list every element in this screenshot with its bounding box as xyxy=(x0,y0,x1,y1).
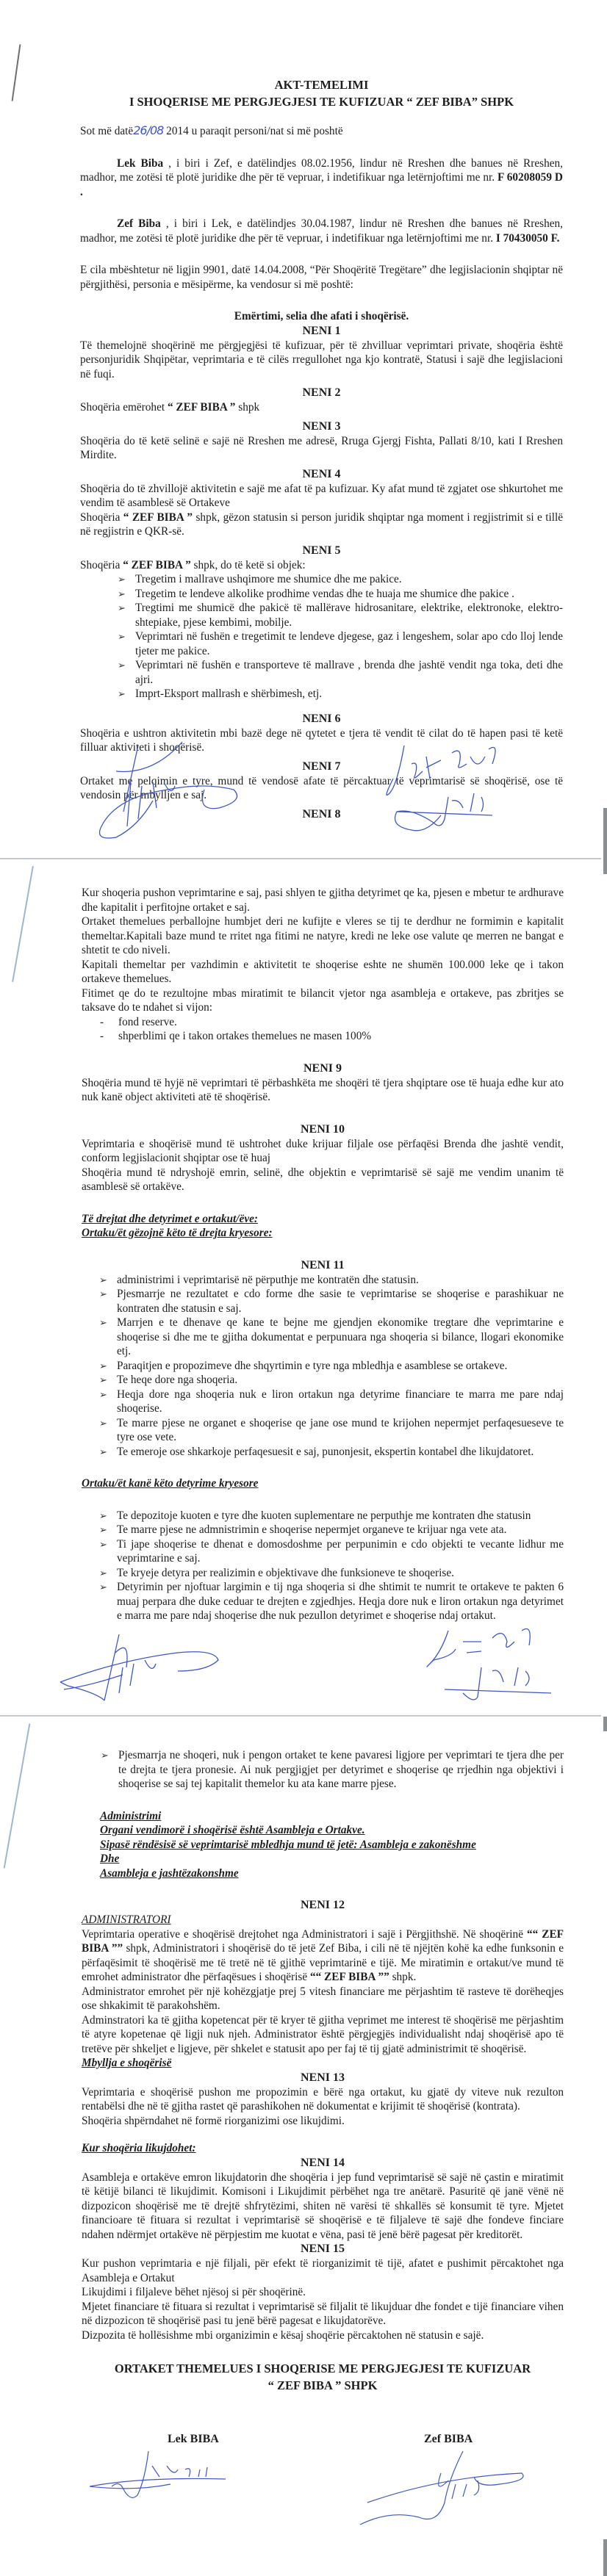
list-item: - fond reserve. xyxy=(118,1015,564,1030)
page-2 xyxy=(0,859,607,1717)
neni-4-title: NENI 4 xyxy=(302,467,341,480)
continued-obligations-list xyxy=(82,1748,564,1792)
neni-2-text: Shoqëria emërohet “ ZEF BIBA ” shpk xyxy=(80,401,260,414)
list-item: ➢ Detyrimin per njoftuar largimin e tij nga shoqeria si dhe shtimit te numrit te ortakeve te pakten 6 muaj perpara dhe duke ceduar te drejten e zgjedhjes. Heqja dore nuk e liron ortakun nga detyrimet e marra me pare ndaj shoqerise dhe nuk pezullon detyrimet e shoqerise ndaj ortakut. xyxy=(117,1580,564,1623)
obligations-heading: Ortaku/ët kanë këto detyrime kryesore xyxy=(82,1477,259,1490)
neni-12-title: NENI 12 xyxy=(300,1899,345,1911)
neni-3-text: Shoqëria do të ketë selinë e sajë në Rreshen me adresë, Rruga Gjergj Fishta, Pallati 8/10, kati I Rreshen Mirdite. xyxy=(80,434,563,461)
margin-mark xyxy=(12,866,34,982)
list-item: ➢ Te depozitoje kuoten e tyre dhe kuoten suplementare ne perputhje me kontraten dhe statusin xyxy=(117,1509,564,1523)
signatory-right-name: Zef BIBA xyxy=(424,2433,473,2445)
signature-scribble xyxy=(423,1623,570,1708)
neni-1-title: NENI 1 xyxy=(302,324,341,337)
page-1 xyxy=(0,0,607,859)
admin-heading: Dhe xyxy=(100,1852,120,1865)
list-item: ➢ Veprimtari në fushën e transporteve të mallrave , brenda dhe jashtë vendit nga toka, deti dhe ajri. xyxy=(135,658,563,687)
list-item: - shperblimi qe i takon ortakes themelues ne masen 100% xyxy=(118,1029,564,1044)
date-line: Sot më datë26/08 2014 u paraqit personi/nat si më poshtë xyxy=(80,123,343,137)
neni-6-text: Shoqëria e ushtron aktivitetin mbi bazë dege në qytetet e tjera të vendit të cilat do të hapen pasi të ketë filluar aktiviteti i shoqërisë. xyxy=(80,726,563,754)
page-edge xyxy=(603,808,607,859)
signature-left xyxy=(60,1631,237,1715)
paragraph: Kapitali themeltar per vazhdimin e aktivitetit te shoqerise eshte ne shumën 100.000 leke qe i takon ortakeve themelues. xyxy=(82,958,564,985)
signature-scribble xyxy=(353,2451,529,2532)
liquidation-heading: Kur shoqëria likujdohet: xyxy=(82,2142,196,2154)
list-item: ➢ Tregetim i mallrave ushqimore me shumice dhe me pakice. xyxy=(135,572,563,587)
neni-12-text-1: Veprimtaria operative e shoqërisë drejtohet nga Administratori i sajë i Përgjithshë. Në shoqërinë ““ ZEF BIBA ”” shpk, Administratori i shoqërisë do të jetë Zef Biba, i cili në të njëjtën kohë ka edhe funksonin e përfaqësimit të shoqërisë me të tretë në të gjithë veprimtarinë e tijë. Me miratimin e ortakut/ve mund të emrohet administrator dhe përfaqësues i shoqërisë ““ ZEF BIBA ”” shpk. xyxy=(82,1927,564,1983)
neni-11-title: NENI 11 xyxy=(301,1258,345,1271)
rights-heading: Të drejtat dhe detyrimet e ortakut/ëve: xyxy=(82,1212,259,1225)
signature-right xyxy=(353,2451,529,2536)
person-2: Zef Biba , i biri i Lek, e datëlindjes 30.04.1987, lindur në Rreshen dhe banues në Rreshen, madhor, me zotësi të plotë juridike dhe për të vepruar, i indetifikuar nga letërnjoftimi me nr. I 70430050 F. xyxy=(80,217,563,245)
document-subtitle: I SHOQERISE ME PERGJEGJESI TE KUFIZUAR “ ZEF BIBA” SHPK xyxy=(129,95,514,109)
signature-left xyxy=(90,2451,237,2514)
neni-7-text: Ortaket me pelqimin e tyre, mund të vendosë afate të përcaktuar të veprimtarisë së shoqërisë, ose të vendosin për mbylljen e saj. xyxy=(80,774,563,801)
paragraph: Kur shoqeria pushon veprimtarine e saj, pasi shlyen te gjitha detyrimet qe ka, pjesen e mbetur te ardhurave dhe kapitalit i perfitojne ortaket e saj. xyxy=(82,887,564,914)
list-item: ➢ Heqja dore nga shoqeria nuk e liron ortakun nga detyrime financiare te marra me pare ndaj shoqerise. xyxy=(117,1388,564,1416)
founders-title: ORTAKET THEMELUES I SHOQERISE ME PERGJEGJESI TE KUFIZUAR xyxy=(114,2362,531,2375)
list-item: ➢ Imprt-Eksport mallrash e shërbimesh, etj. xyxy=(135,687,563,701)
handwritten-date: 26/08 xyxy=(133,123,164,137)
signature-left xyxy=(87,738,248,845)
neni-9-title: NENI 9 xyxy=(303,1061,342,1075)
neni-1-text: Të themelojnë shoqërinë me përgjegjësi të kufizuar, për të zhvilluar veprimtari private, shoqëria është personjuridik Shqipëtar, veprimtaria e të cilës rregullohet nga kjo kontratë, Statusi i sajë dhe legjislacioni në fuqi. xyxy=(80,339,563,380)
signature-scribble xyxy=(87,738,248,841)
section-heading: Emërtimi, selia dhe afati i shoqërisë. xyxy=(234,310,409,322)
neni-2-title: NENI 2 xyxy=(302,386,341,399)
page-edge xyxy=(603,2539,607,2576)
signature-right xyxy=(423,1623,570,1711)
neni-7-title: NENI 7 xyxy=(302,760,341,773)
neni-14-text: Asambleja e ortakëve emron likujdatorin dhe shoqëria i jep fund veprimtarisë së sajë në çastin e miratimit të këtijë bilanci të likujdimit. Komisoni i Likujdimit përbëhet nga tre anëtarë. Pasuritë që janë vënë në dizpozicon shoqërisë me të drejtë shfrytëzimi, shiten në varësi të shkallës së konsumit të tyre. Mjetet financioare të fituara si rezultat i veprimtarisë së shoqërisë e të filjaleve të sajë dhe fondeve finciare ndahen ndërmjet ortakëve në përpjestim me kuotat e vëna, pasi të jenë bërë pagesat për kreditorët. xyxy=(82,2171,564,2241)
admin-heading: Administrimi xyxy=(100,1809,162,1822)
neni-12-text-2: Administrator emrohet për një kohëzgjatje prej 5 vitesh financiare me përjashtim të rasteve të dorëheqjes ose shkakimit të parakohshëm. xyxy=(82,1985,564,2012)
list-item: ➢ Veprimtari në fushën e tregetimit te lendeve djegese, gaz i lengeshem, solar apo cdo lloj lende tjeter me pakice. xyxy=(135,629,563,658)
neni-15-title: NENI 15 xyxy=(300,2243,345,2255)
document-title: AKT-TEMELIMI xyxy=(274,78,369,92)
list-item: ➢ Tregetim te lendeve alkolike prodhime vendas dhe te huaja me shumice dhe pakice . xyxy=(135,587,563,602)
neni-11-rights-list xyxy=(82,1273,564,1460)
profit-distribution-list xyxy=(82,1015,564,1044)
neni-13-title: NENI 13 xyxy=(300,2071,345,2084)
person-1: Lek Biba , i biri i Zef, e datëlindjes 08.02.1956, lindur në Rreshen dhe banues në Rreshen, madhor, me zotësi të plotë juridike dhe për të vepruar, i indetifikuar nga letërnjoftimi me nr. F 60208059 D . xyxy=(80,156,563,198)
neni-5-intro: Shoqëria “ ZEF BIBA ” shpk, do të ketë si objek: xyxy=(80,558,306,571)
signatory-left-name: Lek BIBA xyxy=(168,2433,219,2445)
list-item: ➢ Marrjen e te dhenave qe kane te bejne me gjendjen ekonomike tregtare dhe veprimtarine e shoqerise si dhe me te gjitha dokumentat e perpunuara nga shoqeria si bilance, llogari ekonomike etj. xyxy=(117,1316,564,1359)
signature-scribble xyxy=(60,1631,237,1711)
neni-15-line: Kur pushon veprimtaria e një filjali, për efekt të riorganizimit të tijë, afatet e pushimit përcaktohet nga Asambleja e Ortakut xyxy=(82,2257,564,2284)
signature-scribble xyxy=(90,2451,237,2510)
page-edge xyxy=(603,859,607,874)
closing-heading: Mbyllja e shoqërisë xyxy=(82,2057,172,2069)
neni-14-title: NENI 14 xyxy=(300,2156,345,2169)
neni-9-text: Shoqëria mund të hyjë në veprimtari të përbashkëta me shoqëri të tjera shqiptare ose të huaja edhe kur ato nuk kanë object aktiviteti atë të shoqërisë. xyxy=(82,1076,564,1103)
list-item: ➢ Ti jape shoqerise te dhenat e domosdoshme per perpunimin e cdo objekti te vecante lidhur me veprimtarine e saj. xyxy=(117,1537,564,1566)
neni-15-line: Mjetet financiare të fituara si rezultat i veprimtarisë së filjalit të likujduar dhe fondet e tijë financiare vihen në dizpozicon të shoqërisë pasi tu jenë bërë pagesat e likujdatorëve. xyxy=(82,2300,564,2327)
margin-mark xyxy=(12,44,21,101)
neni-13-text-1: Veprimtaria e shoqërisë pushon me propozimin e bërë nga ortakut, ku gjatë dy viteve nuk rezulton rentabëlsi dhe në të gjitha rastet që parashikohen në dokumentat e krijimit të shoqërisë (kontrata). xyxy=(82,2085,564,2113)
intro-paragraph: E cila mbështetur në ligjin 9901, datë 14.04.2008, “Për Shoqëritë Tregëtare” dhe legjislacionin shqiptar në përgjithësi, personia e mësipërme, ka vendosur si më poshtë: xyxy=(80,264,563,291)
neni-5-objects-list xyxy=(80,572,563,701)
rights-subheading: Ortaku/ët gëzojnë këto të drejta kryesore: xyxy=(82,1227,273,1239)
founders-company: “ ZEF BIBA ” SHPK xyxy=(267,2378,378,2392)
page-3-content xyxy=(82,1748,564,2394)
neni-5-title: NENI 5 xyxy=(302,544,341,557)
neni-10-text-2: Shoqëria mund të ndryshojë emrin, selinë, dhe objektin e veprimtarisë së sajë me vendim unanim të asamblesë së ortakëve. xyxy=(82,1166,564,1193)
neni-6-title: NENI 6 xyxy=(302,712,341,725)
paragraph: Fitimet qe do te rezultojne mbas miratimit te bilancit vjetor nga asambleja e ortakeve, pas zbritjes se taksave do te ndahet si vijon: xyxy=(82,986,564,1014)
signature-right xyxy=(382,742,522,848)
page-2-content xyxy=(82,886,564,1623)
margin-mark xyxy=(4,1723,31,1868)
neni-13-text-2: Shoqëria shpërndahet në formë riorganizimi ose likujdimi. xyxy=(82,2114,345,2127)
neni-15-line: Dizpozita të hollësishme mbi organizimin e kësaj shoqërie përcaktohen në statusin e sajë. xyxy=(82,2328,484,2342)
list-item: ➢ Te emeroje ose shkarkoje perfaqesuesit e saj, punonjesit, ekspertin kontabel dhe likujdatoret. xyxy=(117,1445,564,1460)
page-3 xyxy=(0,1717,607,2576)
list-item: ➢ Te marre pjese ne organet e shoqerise qe jane ose mund te krijohen nepermjet perfaqesueseve te tyre ose vete. xyxy=(117,1416,564,1445)
signature-scribble xyxy=(382,742,522,845)
list-item: ➢ administrimi i veprimtarisë në përputhje me kontratën dhe statusin. xyxy=(117,1273,564,1288)
page-edge xyxy=(603,1717,607,1731)
neni-12-text-3: Adminstratori ka të gjitha kopetencat për të kryer të gjitha veprimet me interest të shoqërisë me përjashtim të atyre kopetenae që ligji nuk njeh. Administrator është përgjegjës individualisht ndaj shoqërisë apo të tretëve për shkeljet e ligjeve, për shkelet e statusit apo per faj të tij gjatë administrimit të shoqërisë. xyxy=(82,2013,564,2055)
neni-4-text-2: Shoqëria “ ZEF BIBA ” shpk, gëzon statusin si person juridik shqiptar nga moment i regjistrimit si e tillë në regjistrin e QKR-së. xyxy=(80,510,564,538)
list-item: ➢ Te marre pjese ne admnistrimin e shoqerise nepermjet organeve te krijuar nga vete ata. xyxy=(117,1523,564,1537)
neni-8-title: NENI 8 xyxy=(302,807,341,820)
administrator-heading: ADMINISTRATORI xyxy=(82,1913,171,1926)
neni-3-title: NENI 3 xyxy=(302,419,341,433)
neni-4-text-1: Shoqëria do të zhvillojë aktivitetin e sajë me afat të pa kufizuar. Ky afat mund të zgjatet ose shkurtohet me vendim të asamblesë së Ortakeve xyxy=(80,482,563,509)
neni-10-title: NENI 10 xyxy=(300,1122,345,1136)
list-item: ➢ Paraqitjen e propozimeve dhe shqyrtimin e tyre nga mbledhja e asamblese se ortakeve. xyxy=(117,1359,564,1374)
list-item: ➢ Te heqe dore nga shoqeria. xyxy=(117,1373,564,1388)
admin-heading: Organi vendimorë i shoqërisë është Asambleja e Ortakve. xyxy=(100,1824,365,1836)
admin-heading: Sipasë rëndësisë së veprimtarisë mbledhja mund të jetë: Asambleja e zakonëshme xyxy=(100,1838,476,1851)
paragraph: Ortaket themelues perballojne humbjet deri ne kufijte e vleres se tij te derdhur ne formimin e kapitalit themeltar.Kapitali baze mund te rritet nga fitimi ne natyre, kredi ne leke ose valute qe merren ne bangat e shtetit te cdo niveli. xyxy=(82,915,564,956)
neni-15-line: Likujdimi i filjaleve bëhet njësoj si për shoqërinë. xyxy=(82,2286,306,2298)
list-item: ➢ Te kryeje detyra per realizimin e objektivave dhe funksioneve te shoqerise. xyxy=(117,1566,564,1581)
admin-heading: Asambleja e jashtëzakonshme xyxy=(100,1866,239,1880)
list-item: ➢ Tregtimi me shumicë dhe pakicë të mallërave hidrosanitare, elektrike, elektronoke, elektro- shtepiake, pjese kembimi, mobilje. xyxy=(135,601,563,629)
list-item: ➢ Pjesmarrje ne rezultatet e cdo forme dhe sasie te veprimtarise se shoqerise e parashikuar ne kontraten dhe statusin e saj. xyxy=(117,1287,564,1316)
page-1-content xyxy=(80,76,563,822)
neni-10-text-1: Veprimtaria e shoqërisë mund të ushtrohet duke krijuar filjale ose përfaqësi Brenda dhe jashtë vendit, conform legjislacionit shqiptar ose të huaj xyxy=(82,1137,564,1164)
obligations-list xyxy=(82,1509,564,1623)
list-item: ➢ Pjesmarrja ne shoqeri, nuk i pengon ortaket te kene pavaresi ligjore per veprimtari te tjera dhe per te drejta te tjera pronesie. Ai nuk pergjigjet per detyrimet e shoqerise qe rrjedhin nga objektivi i shoqerise se saj tej kapitalit themelor ku ata kane marre pjese. xyxy=(118,1748,564,1792)
